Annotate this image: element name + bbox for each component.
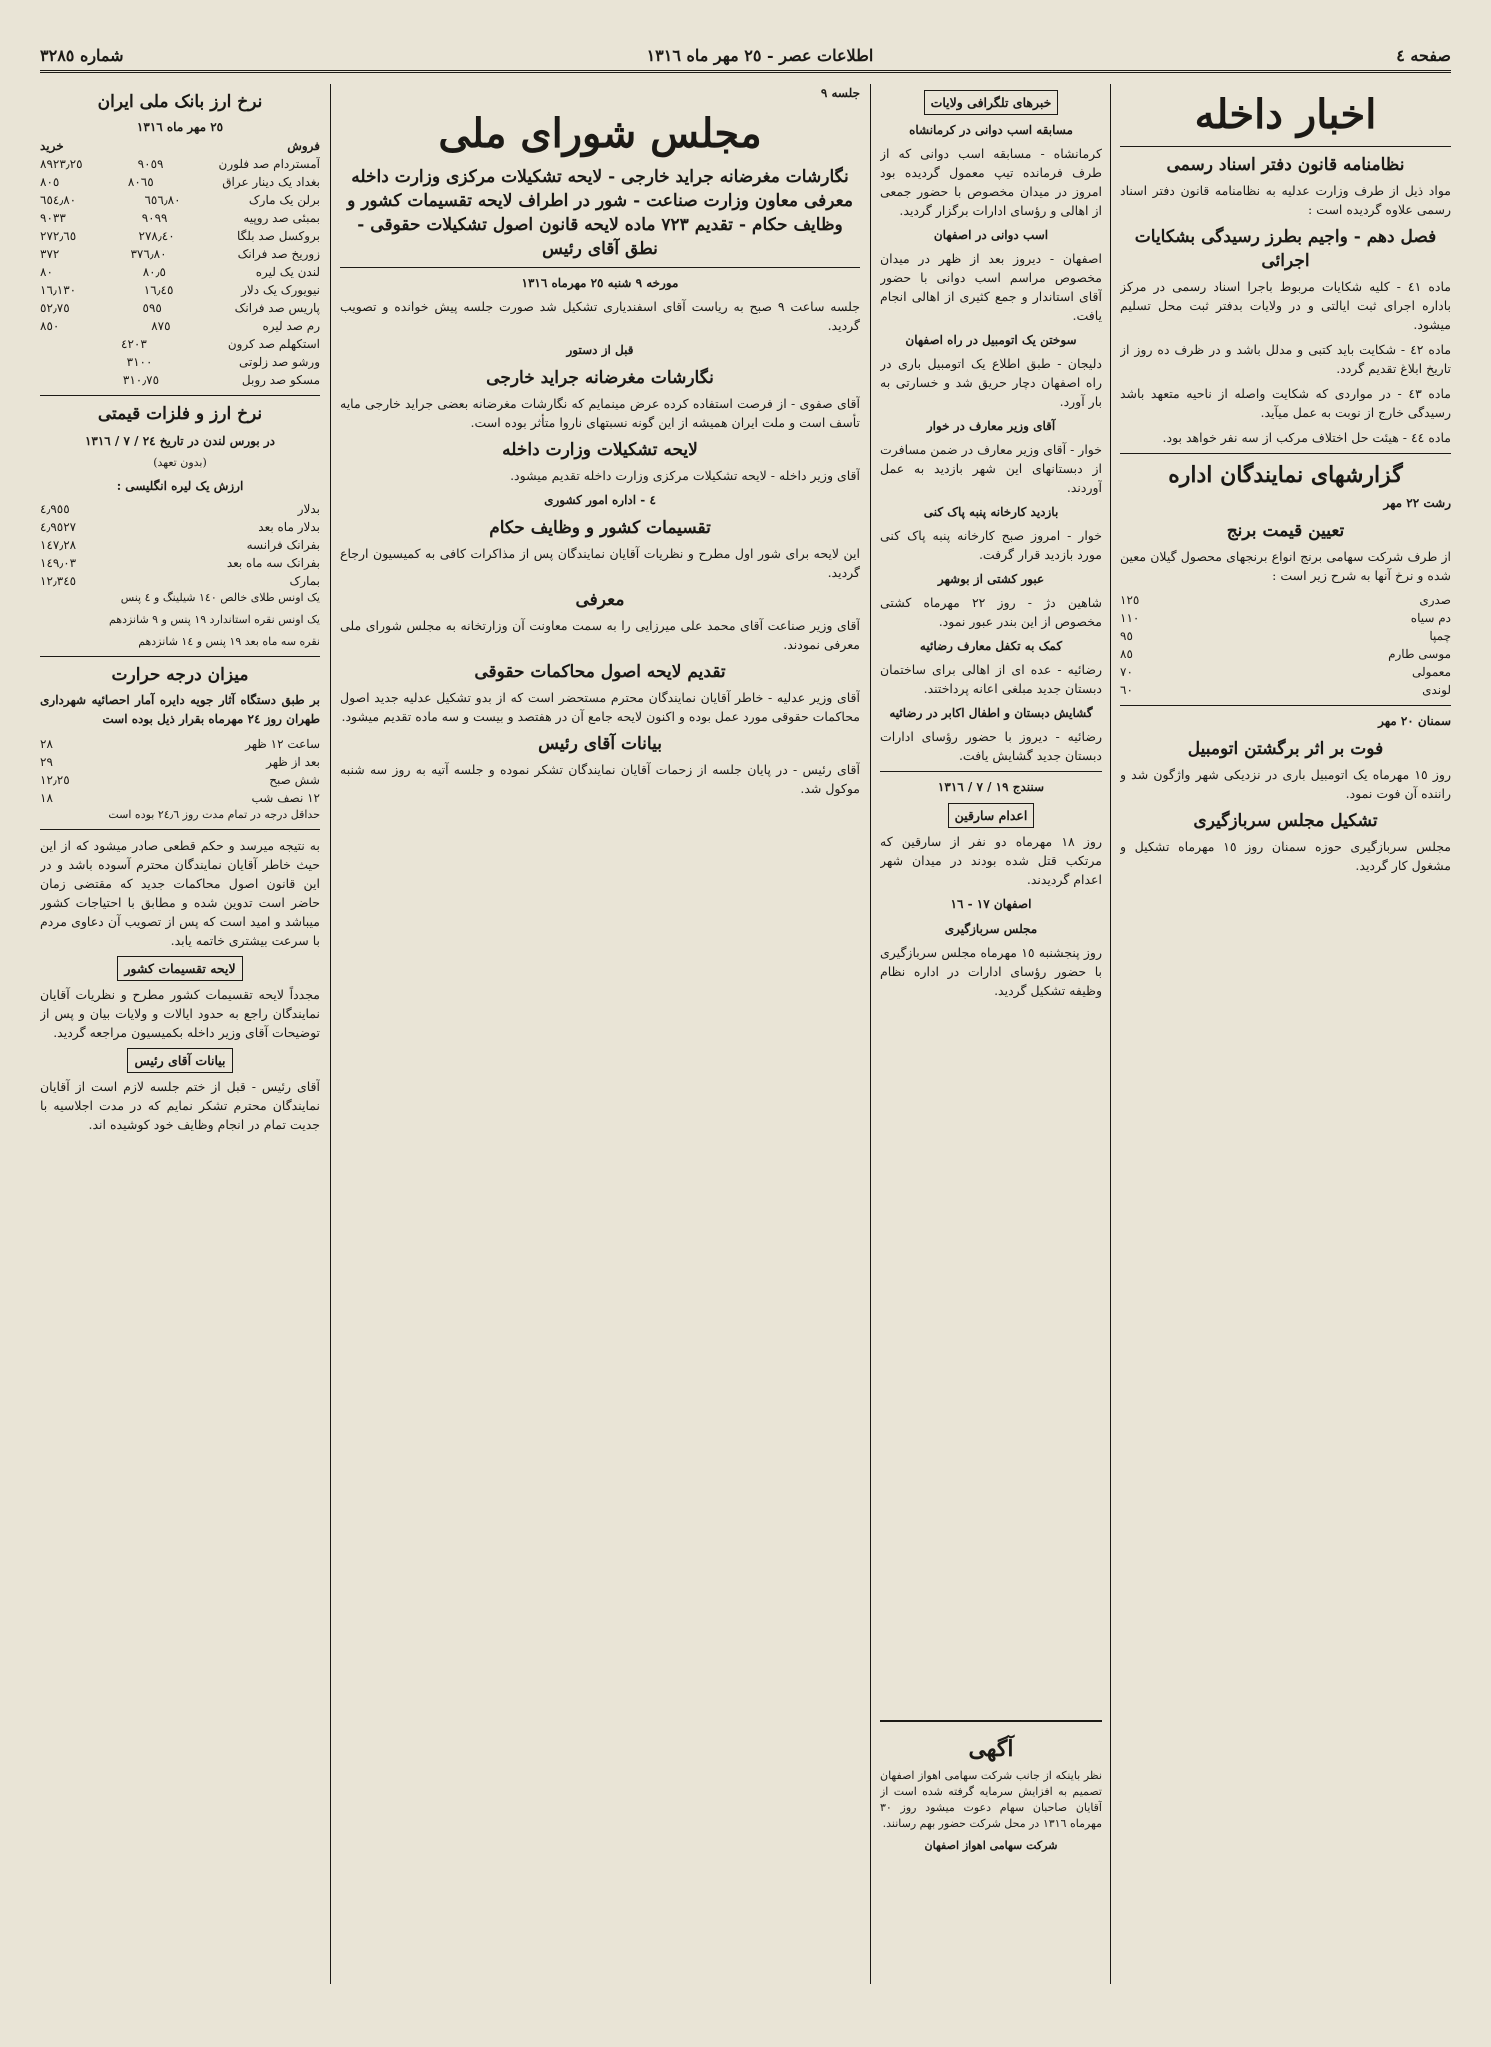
parliament-para-6: آقای رئیس - در پایان جلسه از زحمات آقایان نمایندگان تشکر نموده و جلسه آتیه به روز سه شنبه موکول شد. (340, 762, 860, 796)
issue-number: شماره ٣٢٨٥ (40, 45, 124, 65)
rasht-dateline: رشت ٢٢ مهر (1383, 496, 1451, 510)
speaker-body: آقای رئیس - قبل از ختم جلسه لازم است از آقایان نمایندگان محترم تشکر نمایم که در مدت اجلاسیه با جدیت تمام در انجام وظایف خود کوشیده اند. (40, 1079, 320, 1132)
rate-row: بروکسل صد بلگا ٢٧٨٫٤٠ ٢٧٢٫٦٥ (40, 229, 320, 243)
death-heading: فوت بر اثر برگشتن اتومبیل (1187, 739, 1384, 759)
column-rule (870, 84, 871, 1984)
rate-row: لندن یک لیره ٨٠٫٥ ٨٠ (40, 265, 320, 279)
temp-row: ساعت ١٢ ظهر ٢٨ (40, 737, 320, 751)
kermanshah-heading: مسابقه اسب دوانی در کرمانشاه (909, 123, 1073, 137)
fire-heading: سوختن یک اتومبیل در راه اصفهان (905, 333, 1077, 347)
gold-line: یک اونس طلای خالص ١٤٠ شیلینگ و ٤ پنس (120, 591, 320, 604)
rates-heading: نرخ ارز بانک ملی ایران (97, 92, 263, 112)
introduction-heading: معرفی (575, 590, 625, 610)
divisions-heading-2: تقسیمات کشور و وظایف حکام (489, 518, 711, 538)
rate-row: برلن یک مارک ٦٥٦٫٨٠ ٦٥٤٫٨٠ (40, 193, 320, 207)
regulation-column (1120, 84, 1451, 1984)
ad-signature: شرکت سهامی اهواز اصفهان (924, 1839, 1058, 1852)
isfahan-dateline: اصفهان ١٧ - ١٦ (950, 897, 1032, 911)
conscription-heading: مجلس سربازگیری (944, 922, 1038, 936)
minister-body: خوار - آقای وزیر معارف در ضمن مسافرت از دبستانهای این شهر بازدید به عمل آوردند. (880, 442, 1102, 495)
article-41: ماده ٤١ - کلیه شکایات مربوط باجرا اسناد رسمی در مرکز باداره اجرای ثبت ایالتی و در ولایات بدفتر ثبت محل تسلیم میشود. (1120, 279, 1451, 332)
rate-row: آمستردام صد فلورن ٩٠٥٩ ٨٩٢٣٫٢٥ (40, 157, 320, 171)
interior-heading: لایحه تشکیلات وزارت داخله (502, 440, 698, 460)
cotton-body: خوار - امروز صبح کارخانه پنبه پاک کنی مورد بازدید قرار گرفت. (880, 528, 1102, 562)
isfahan-heading: اسب دوانی در اصفهان (933, 228, 1049, 242)
rice-row: معمولی ٧٠ (1120, 665, 1451, 679)
parliament-para-3: این لایحه برای شور اول مطرح و نظریات آقایان نمایندگان پس از مذاکرات کافی به کمیسیون ارجاع گردید. (340, 546, 860, 580)
semnan-dateline: سمنان ٢٠ مهر (1378, 714, 1451, 728)
folio-bar (40, 40, 1451, 73)
rate-row: رم صد لیره ٨٧٥ ٨٥٠ (40, 319, 320, 333)
parliament-subtitle: نگارشات مغرضانه جراید خارجی - لایحه تشکیلات مرکزی وزارت داخله معرفی معاون وزارت صناعت - شور در اطراف لایحه تقسیمات کشور و وظایف حکام - تقدیم ٧٢٣ ماده لایحه قانون اصول تشکیلات حقوقی - نطق آقای رئیس (347, 167, 853, 259)
buy-label: خرید (40, 139, 64, 153)
temperature-subheading: بر طبق دستگاه آثار جویه دایره آمار احصائیه شهرداری طهران روز ٢٤ مهرماه بقرار ذیل بوده است (40, 693, 320, 726)
parliament-intro: جلسه ساعت ٩ صبح به ریاست آقای اسفندیاری تشکیل شد صورت جلسه پیش خوانده و تصویب گردید. (340, 299, 860, 333)
foreign-press-heading: نگارشات مغرضانه جراید خارجی (486, 368, 714, 388)
rates-column (40, 84, 320, 1984)
rate-row: بمبئی صد روپیه ٩٠٩٩ ٩٠٣٣ (40, 211, 320, 225)
session-label: جلسه ٩ (820, 86, 860, 100)
article-43: ماده ٤٣ - در مواردی که شکایت واصله از ناحیه متعهد باشد رسیدگی خارج از نوبت به عمل میآید. (1120, 386, 1451, 420)
parliament-title: مجلس شورای ملی (438, 110, 762, 157)
speaker-box-heading: بیانات آقای رئیس (127, 1048, 232, 1073)
rate-row: بغداد یک دینار عراق ٨٠٦٥ ٨٠٥ (40, 175, 320, 189)
silver-line-2: نقره سه ماه بعد ١٩ پنس و ١٤ شانزدهم (138, 635, 320, 648)
parliament-column (340, 84, 860, 1984)
chapter-heading: فصل دهم - واجیم بطرز رسیدگی بشکایات اجرائی (1134, 227, 1437, 271)
rates-header-row (40, 137, 320, 155)
sell-label: فروش (287, 139, 320, 153)
regulation-intro: مواد ذیل از طرف وزارت عدلیه به نظامنامه قانون دفتر اسناد رسمی علاوه گردیده است : (1120, 183, 1451, 217)
rate-row: مسکو صد روبل ٣١٠٫٧٥ (122, 373, 320, 387)
kermanshah-body: کرمانشاه - مسابقه اسب دوانی که از طرف فرمانده تیپ معمول گردیده بود امروز در میدان مخصوص با حضور جمعی از اهالی و رؤسای ادارات برگزار گردید. (880, 146, 1102, 218)
value-row: بمارک ١٢٫٣٤٥ (40, 574, 320, 588)
cruiser-heading: عبور کشتی از بوشهر (937, 572, 1045, 586)
rate-row: نیویورک یک دلار ١٦٫٤٥ ١٦٫١٣٠ (40, 283, 320, 297)
domestic-masthead: اخبار داخله (1194, 91, 1377, 138)
opening-body: رضائیه - دیروز با حضور رؤسای ادارات دبستان جدید گشایش یافت. (880, 729, 1102, 763)
minister-heading: آقای وزیر معارف در خوار (926, 419, 1056, 433)
page-number: صفحه ٤ (1396, 45, 1451, 65)
article-44: ماده ٤٤ - هیئت حل اختلاف مرکب از سه نفر خواهد بود. (1162, 430, 1451, 445)
speaker-heading: بیانات آقای رئیس (538, 734, 662, 754)
ad-heading: آگهی (968, 1736, 1014, 1762)
ad-body: نظر باینکه از جانب شرکت سهامی اهواز اصفهان تصمیم به افزایش سرمایه گرفته شده است از آقایان صاحبان سهام دعوت میشود روز ٣٠ مهرماه ١٣١٦ در محل شرکت حضور بهم رسانند. (880, 1769, 1102, 1830)
column-rule (1110, 84, 1111, 1984)
divisions-box-heading: لایحه تقسیمات کشور (117, 956, 242, 981)
value-row: بفرانک سه ماه بعد ١٤٩٫٠٣ (40, 556, 320, 570)
cotton-heading: بازدید کارخانه پنبه پاک کنی (923, 505, 1059, 519)
isfahan-body: اصفهان - دیروز بعد از ظهر در میدان مخصوص مراسم اسب دوانی با حضور آقای استاندار و جمع کثیری از اهالی انجام یافت. (880, 251, 1102, 323)
value-row: بدلار ماه بعد ٤٫٩٥٢٧ (40, 520, 320, 534)
rice-intro: از طرف شرکت سهامی برنج انواع برنجهای محصول گیلان معین شده و نرخ آنها به شرح زیر است : (1120, 549, 1451, 583)
telegraph-column (880, 84, 1102, 1984)
reports-heading: گزارشهای نمایندگان اداره (1168, 462, 1403, 488)
paper-date: اطلاعات عصر - ٢٥ مهر ماه ١٣١٦ (646, 45, 874, 65)
continued-body: به نتیجه میرسد و حکم قطعی صادر میشود که از این حیث خاطر آقایان نمایندگان محترم آسوده باشد و در این قانون اصول محاکمات جدید که مقتضی زمان حاضر است تدوین شده و مطابق با احتیاجات کشور میباشد و امید است که پس از تصویب آن دعاوی مردم با سرعت بیشتری خاتمه یابد. (40, 838, 320, 948)
parliament-para-2: آقای وزیر داخله - لایحه تشکیلات مرکزی وزارت داخله تقدیم میشود. (510, 468, 860, 483)
rice-row: چمپا ٩٥ (1120, 629, 1451, 643)
parliament-para-1: آقای صفوی - از فرصت استفاده کرده عرض مینمایم که نگارشات مغرضانه بعضی جراید خارجی مایه تأسف است و ملت ایران همیشه از این گونه نسبتهای ناروا متأثر بوده است. (340, 396, 860, 430)
cruiser-body: شاهین دژ - روز ٢٢ مهرماه کشتی مخصوص از این بندر عبور نمود. (880, 595, 1102, 629)
temp-row: ١٢ نصف شب ١٨ (40, 791, 320, 805)
column-rule (330, 84, 331, 1984)
agenda-heading: قبل از دستور (566, 343, 634, 357)
school-body: رضائیه - عده ای از اهالی برای ساختمان دبستان جدید مبلغی اعانه پرداختند. (880, 662, 1102, 696)
rate-row: زوریخ صد فرانک ٣٧٦٫٨٠ ٣٧٢ (40, 247, 320, 261)
fire-body: دلیجان - طبق اطلاع یک اتومبیل باری در راه اصفهان دچار حریق شد و خسارتی به بار آورد. (880, 356, 1102, 409)
metals-subheading: در بورس لندن در تاریخ ٢٤ / ٧ / ١٣١٦ (84, 434, 276, 448)
rice-row: صدری ١٢٥ (1120, 593, 1451, 607)
temperature-note: حداقل درجه در تمام مدت روز ٢٤٫٦ بوده است (108, 808, 320, 821)
execution-heading: اعدام سارقین (948, 803, 1035, 828)
temperature-heading: میزان درجه حرارت (111, 665, 249, 685)
value-row: بدلار ٤٫٩٥٥ (40, 502, 320, 516)
value-row: بفرانک فرانسه ١٤٧٫٢٨ (40, 538, 320, 552)
rates-date: ٢٥ مهر ماه ١٣١٦ (136, 120, 224, 134)
metals-heading: نرخ ارز و فلزات قیمتی (97, 404, 263, 424)
temp-row: شش صبح ١٢٫٢٥ (40, 773, 320, 787)
sarbaz-heading: تشکیل مجلس سربازگیری (1193, 811, 1378, 831)
rates-table (40, 155, 320, 389)
article-42: ماده ٤٢ - شکایت باید کتبی و مدلل باشد و در ظرف ده روز از تاریخ ابلاغ تقدیم گردد. (1120, 342, 1451, 376)
parliament-para-5: آقای وزیر عدلیه - خاطر آقایان نمایندگان محترم مستحضر است که از بدو تشکیل عدلیه جدید اصول محاکمات حقوقی مورد عمل بوده و اکنون لایحه جامع آن در هفتصد و بیست و سه ماده تقدیم میشود. (340, 690, 860, 724)
rice-row: موسی طارم ٨٥ (1120, 647, 1451, 661)
sanandaj-dateline: سنندج ١٩ / ٧ / ١٣١٦ (937, 780, 1045, 794)
newspaper-page (40, 40, 1451, 2007)
regulation-heading: نظامنامه قانون دفتر اسناد رسمی (1166, 155, 1405, 175)
advertisement (880, 1720, 1102, 1978)
rate-row: ورشو صد زلوتی ٣١٠٠ (126, 355, 320, 369)
judicial-heading: تقدیم لایحه اصول محاکمات حقوقی (474, 662, 726, 682)
school-heading: کمک به تکفل معارف رضائیه (919, 639, 1063, 653)
metals-note: (بدون تعهد) (153, 456, 207, 469)
value-heading: ارزش یک لیره انگلیسی : (116, 479, 244, 493)
silver-line: یک اونس نقره استاندارد ١٩ پنس و ٩ شانزدهم (108, 613, 320, 626)
rate-row: پاریس صد فرانک ٥٩٥ ٥٢٫٧٥ (40, 301, 320, 315)
rice-heading: تعیین قیمت برنج (1226, 521, 1345, 541)
divisions-heading: ٤ - اداره امور کشوری (544, 493, 656, 507)
rice-row: دم سیاه ١١٠ (1120, 611, 1451, 625)
death-body: روز ١٥ مهرماه یک اتومبیل باری در نزدیکی شهر واژگون شد و راننده آن فوت نمود. (1120, 767, 1451, 801)
telegraph-heading: خبرهای تلگرافی ولایات (924, 90, 1059, 115)
divisions-body: مجدداً لایحه تقسیمات کشور مطرح و نظریات آقایان نمایندگان راجع به حدود ایالات و ولایات بیان و پس از توضیحات آقای وزیر داخله بکمیسیون مراجعه گردید. (40, 987, 320, 1040)
rate-row: استکهلم صد کرون ٤٢٠٣ (121, 337, 320, 351)
rice-table (1120, 591, 1451, 699)
conscription-body: روز پنجشنبه ١٥ مهرماه مجلس سربازگیری با حضور رؤسای ادارات در اداره نظام وظیفه تشکیل گردید. (880, 945, 1102, 998)
temp-row: بعد از ظهر ٢٩ (40, 755, 320, 769)
rice-row: لوندی ٦٠ (1120, 683, 1451, 697)
date-line: مورخه ٩ شنبه ٢٥ مهرماه ١٣١٦ (521, 276, 679, 290)
execution-body: روز ١٨ مهرماه دو نفر از سارقین که مرتکب قتل شده بودند در میدان شهر اعدام گردیدند. (880, 834, 1102, 887)
parliament-para-4: آقای وزیر صناعت آقای محمد علی میرزایی را به سمت معاونت آن وزارتخانه به مجلس شورای ملی معرفی نمودند. (340, 618, 860, 652)
opening-heading: گشایش دبستان و اطفال اکابر در رضائیه (889, 706, 1093, 720)
sarbaz-body: مجلس سربازگیری حوزه سمنان روز ١٥ مهرماه تشکیل و مشغول کار گردید. (1120, 839, 1451, 873)
